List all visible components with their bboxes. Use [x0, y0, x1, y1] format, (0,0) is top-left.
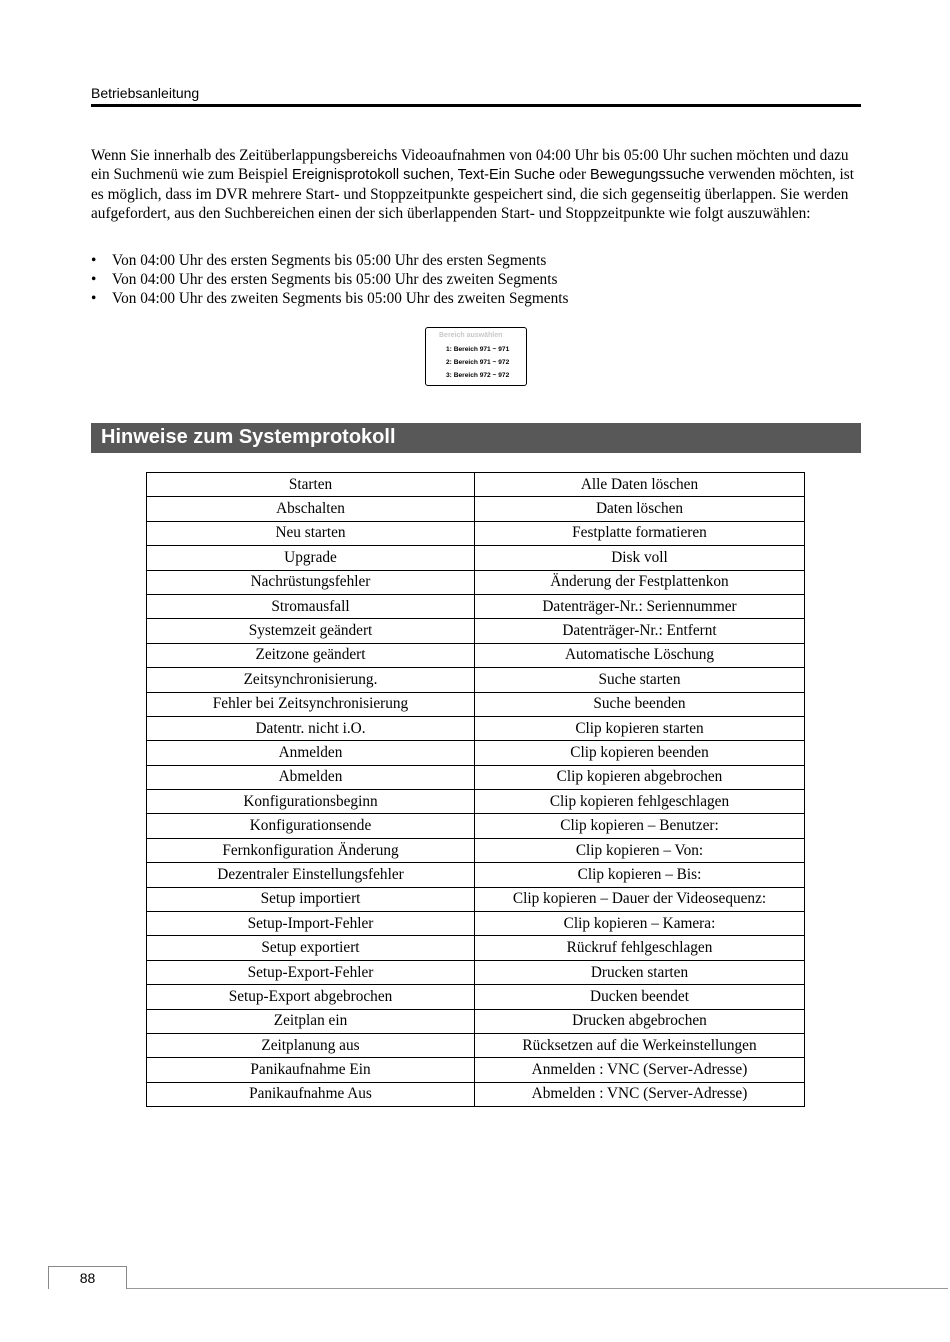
log-entry-left: Systemzeit geändert — [147, 619, 475, 643]
bullet-icon: • — [91, 271, 97, 288]
intro-text-1: Wenn Sie innerhalb des Zeitüberlappungsbereichs Videoaufnahmen von 04:00 Uhr bis 05:00 Uhr suchen möchten und dazu ein Suchmenü wie zum Beispiel — [91, 147, 849, 183]
log-entry-right: Clip kopieren beenden — [475, 741, 805, 765]
log-entry-left: Setup-Export-Fehler — [147, 960, 475, 984]
log-entry-left: Fehler bei Zeitsynchronisierung — [147, 692, 475, 716]
list-item-text: Von 04:00 Uhr des ersten Segments bis 05:00 Uhr des zweiten Segments — [112, 271, 558, 288]
footer-rule — [48, 1288, 948, 1289]
page-number: 88 — [79, 1270, 96, 1286]
page-number-tab — [48, 1266, 127, 1289]
log-entry-left: Zeitplan ein — [147, 1009, 475, 1033]
table-row — [147, 692, 805, 716]
log-entry-right: Clip kopieren – Von: — [475, 838, 805, 862]
table-row — [147, 716, 805, 740]
log-entry-right: Rücksetzen auf die Werkeinstellungen — [475, 1033, 805, 1057]
menu-name-motion-search: Bewegungssuche — [589, 167, 705, 183]
log-entry-right: Änderung der Festplattenkon — [475, 570, 805, 594]
list-item-text: Von 04:00 Uhr des ersten Segments bis 05:00 Uhr des ersten Segments — [112, 252, 547, 269]
log-entry-right: Alle Daten löschen — [475, 473, 805, 497]
range-option-2[interactable]: 2: Bereich 971 ~ 972 — [446, 359, 510, 366]
table-row — [147, 1009, 805, 1033]
list-item-text: Von 04:00 Uhr des zweiten Segments bis 05:00 Uhr des zweiten Segments — [112, 290, 569, 307]
table-row — [147, 521, 805, 545]
log-entry-right: Clip kopieren starten — [475, 716, 805, 740]
intro-separator-1: , — [449, 166, 458, 183]
log-entry-right: Abmelden : VNC (Server-Adresse) — [475, 1082, 805, 1106]
table-row — [147, 887, 805, 911]
log-entry-right: Disk voll — [475, 546, 805, 570]
log-entry-right: Clip kopieren fehlgeschlagen — [475, 790, 805, 814]
table-row — [147, 741, 805, 765]
bullet-icon: • — [91, 290, 97, 307]
log-entry-right: Clip kopieren – Bis: — [475, 863, 805, 887]
log-entry-right: Suche starten — [475, 668, 805, 692]
log-entry-left: Zeitzone geändert — [147, 643, 475, 667]
log-entry-right: Festplatte formatieren — [475, 521, 805, 545]
log-entry-right: Drucken starten — [475, 960, 805, 984]
log-entry-left: Konfigurationsende — [147, 814, 475, 838]
log-entry-right: Automatische Löschung — [475, 643, 805, 667]
log-entry-right: Clip kopieren – Dauer der Videosequenz: — [475, 887, 805, 911]
log-entry-left: Panikaufnahme Aus — [147, 1082, 475, 1106]
section-title: Hinweise zum Systemprotokoll — [101, 426, 396, 448]
table-row — [147, 1033, 805, 1057]
log-entry-left: Zeitplanung aus — [147, 1033, 475, 1057]
table-row — [147, 1082, 805, 1106]
table-row — [147, 838, 805, 862]
table-row — [147, 1058, 805, 1082]
log-entry-left: Setup-Export abgebrochen — [147, 985, 475, 1009]
table-row — [147, 985, 805, 1009]
range-option-3[interactable]: 3: Bereich 972 ~ 972 — [446, 372, 510, 379]
table-row — [147, 473, 805, 497]
table-row — [147, 765, 805, 789]
log-entry-right: Drucken abgebrochen — [475, 1009, 805, 1033]
dialog-title: Bereich auswählen — [439, 332, 503, 339]
log-entry-left: Nachrüstungsfehler — [147, 570, 475, 594]
table-row — [147, 790, 805, 814]
log-entry-left: Starten — [147, 473, 475, 497]
table-row — [147, 960, 805, 984]
log-entry-right: Daten löschen — [475, 497, 805, 521]
log-entry-left: Datentr. nicht i.O. — [147, 716, 475, 740]
table-row — [147, 570, 805, 594]
menu-name-event-log-search: Ereignisprotokoll suchen — [291, 167, 450, 183]
table-row — [147, 668, 805, 692]
intro-text-2: verwenden möchten, ist es möglich, dass im DVR mehrere Start- und Stoppzeitpunkte gespeichert sind, die sich gegenseitig überlappen. Sie werden aufgefordert, aus den Suchbereichen einen der sich überlappenden Start- und Stoppzeitpunkte wie folgt auszuwählen: — [91, 166, 854, 222]
log-entry-left: Abschalten — [147, 497, 475, 521]
log-entry-left: Fernkonfiguration Änderung — [147, 838, 475, 862]
log-entry-right: Datenträger-Nr.: Seriennummer — [475, 594, 805, 618]
table-row — [147, 594, 805, 618]
list-item — [91, 289, 568, 308]
table-row — [147, 912, 805, 936]
log-entry-right: Clip kopieren – Benutzer: — [475, 814, 805, 838]
log-entry-left: Anmelden — [147, 741, 475, 765]
table-row — [147, 546, 805, 570]
page-header-title: Betriebsanleitung — [91, 85, 200, 101]
log-entry-right: Anmelden : VNC (Server-Adresse) — [475, 1058, 805, 1082]
intro-paragraph — [91, 146, 863, 223]
log-entry-left: Upgrade — [147, 546, 475, 570]
menu-name-text-in-search: Text-Ein Suche — [457, 167, 556, 183]
table-row — [147, 814, 805, 838]
log-entry-right: Ducken beendet — [475, 985, 805, 1009]
table-row — [147, 936, 805, 960]
log-entry-left: Konfigurationsbeginn — [147, 790, 475, 814]
system-log-table — [146, 472, 805, 1107]
log-entry-left: Setup-Import-Fehler — [147, 912, 475, 936]
list-item — [91, 251, 568, 270]
log-entry-left: Neu starten — [147, 521, 475, 545]
log-entry-left: Panikaufnahme Ein — [147, 1058, 475, 1082]
list-item — [91, 270, 568, 289]
log-entry-left: Abmelden — [147, 765, 475, 789]
log-entry-right: Suche beenden — [475, 692, 805, 716]
bullet-icon: • — [91, 252, 97, 269]
log-entry-left: Stromausfall — [147, 594, 475, 618]
header-rule — [91, 104, 861, 107]
log-entry-left: Zeitsynchronisierung. — [147, 668, 475, 692]
intro-separator-2: oder — [555, 166, 590, 183]
system-log-table-body — [147, 473, 805, 1107]
table-row — [147, 863, 805, 887]
log-entry-left: Dezentraler Einstellungsfehler — [147, 863, 475, 887]
table-row — [147, 643, 805, 667]
select-range-dialog — [425, 327, 527, 386]
log-entry-right: Clip kopieren – Kamera: — [475, 912, 805, 936]
segment-options-list — [91, 251, 568, 308]
log-entry-right: Datenträger-Nr.: Entfernt — [475, 619, 805, 643]
log-entry-left: Setup importiert — [147, 887, 475, 911]
table-row — [147, 619, 805, 643]
section-heading-bar — [91, 423, 861, 453]
log-entry-right: Clip kopieren abgebrochen — [475, 765, 805, 789]
table-row — [147, 497, 805, 521]
log-entry-right: Rückruf fehlgeschlagen — [475, 936, 805, 960]
range-option-1[interactable]: 1: Bereich 971 ~ 971 — [446, 346, 510, 353]
log-entry-left: Setup exportiert — [147, 936, 475, 960]
